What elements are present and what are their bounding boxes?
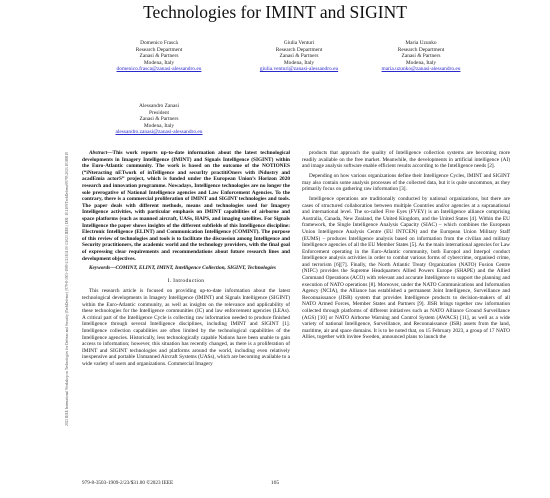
abstract-label: Abstract bbox=[89, 150, 108, 156]
author-dept: Research Department bbox=[397, 46, 445, 53]
author-city: Modena, Italy bbox=[283, 59, 315, 66]
author-dept: President bbox=[148, 109, 170, 116]
side-strip-text: 2023 IEEE International Workshop on Technologies for Defense and Security (TechDefense) | 979-8-3503-1909-2/23/$31.00 ©2023 IEEE | DOI: 10.1109/TechDefense59795.2023.10380819 bbox=[65, 152, 69, 426]
left-column bbox=[82, 150, 290, 475]
abstract-text: —This work reports up-to-date information about the latest technological developments in Imagery Intelligence (IMINT) and Signals Intelligence (SIGINT) within the Euro-Atlantic community. The work is based on the outcome of the NOTIONES (“iNteracting nETwork of inTelligence and securIty practitiOners with iNdustry and acadEmia actorS” project, which is funded under the European Union’s Horizon 2020 research and innovation programme. Nowadays, Intelligence technologies are no longer the sole prerogative of National Intelligence agencies and Law Enforcement Agencies. To the contrary, there is a commercial proliferation of IMINT and SIGINT technologies and tools. The paper deals with different methods, means and technologies used for Imagery Intelligence activities, with particular emphasis on IMINT capabilities of airborne and space platforms (such as manned aircraft, UASs, HAPS, and imaging satellites. For Signals Intelligence the paper shows insights of the different subfields of this Intelligence discipline: Electronic Intelligence (ELINT) and Communication Intelligence (COMINT). The purpose of this review of technologies and tools is to facilitate the discussion among Intelligence and Security practitioners, the academic world and the technology providers, with the final goal of expressing clear requirements and recommendations about future research lines and development objectives. bbox=[82, 150, 290, 262]
paper-title: Technologies for IMINT and SIGINT bbox=[143, 2, 407, 22]
author-dept: Research Department bbox=[275, 46, 323, 53]
author-org: Zanasi & Partners bbox=[401, 53, 441, 60]
footer-isbn: 979-8-3503-1909-2/23/$31.00 ©2023 IEEE bbox=[82, 480, 174, 486]
author-name: Domenico Frascà bbox=[140, 40, 178, 46]
keywords-label: Keywords bbox=[89, 265, 111, 272]
author-block bbox=[366, 40, 476, 73]
body-paragraph: This research article is focused on providing up-to-date information about the latest technological developments in Imagery Intelligence (IMINT) and Signals Intelligence (SIGINT) within the Euro-Atlantic community, as well as insights on the relevance and applicability of these technologies for the Intelligence communities (IC) and law enforcement agencies (LEAs). A critical part of the Intelligence Cycle is collecting raw information needed to produce finished Intelligence through several Intelligence disciplines, including IMINT and SIGINT [1]. Intelligence collection capabilities are often limited by the technological capabilities of the Intelligence agencies. Historically, less technologically capable Nations have been unable to gain access to information; however, this situation has recently changed, as there is a proliferation of IMINT and SIGINT technologies and platforms around the world, including even relatively inexpensive and portable Unmanned Aircraft Systems (UASs), which are becoming available to a wide variety of users and organizations. Commercial Imagery bbox=[82, 288, 290, 367]
author-name: Alessandro Zanasi bbox=[139, 103, 179, 109]
publication-side-strip bbox=[61, 46, 73, 426]
author-name: Maria Uzunko bbox=[405, 40, 437, 46]
author-city: Modena, Italy bbox=[405, 59, 437, 66]
body-paragraph: Intelligence operations are traditionally conducted by national organizations, but there are cases of structured collaboration between multiple Countries and/or agencies at a supranational and international level. The so-called Five Eyes (FVEY) is an Intelligence alliance comprising Australia, Canada, New Zealand, the United Kingdom, and the United States [4]. Within the EU framework, the Single Intelligence Analysis Capacity (SIAC) – which combines the European Union Intelligence Analysis Centre (EU INTCEN) and the European Union Military Staff (EUMS) – produces Intelligence analysis based on information from the civilian and military Intelligence agencies of all the EU Member States [5]. As the main international agencies for Law Enforcement operating in the Euro-Atlantic community, both Europol and Interpol conduct Intelligence analysis activities in order to combat various forms of cybercrime, organised crime, and terrorism [6][7]. Finally, the North Atlantic Treaty Organization (NATO) Fusion Centre (NIFC) provides the Supreme Headquarters Allied Powers Europe (SHAPE) and the Allied Command Operations (ACO) with relevant and accurate Intelligence to support the planning and execution of NATO operations [8]. Moreover, under the NATO Communications and Information Agency (NCIA), the Alliance has established a permanent Joint Intelligence, Surveillance and Reconnaissance (JISR) system that provides Intelligence products to decision-makers of all NATO Armed Forces, Member States and Partners [9]. JISR brings together raw information collected through platforms of different initiatives such as NATO Alliance Ground Surveillance (AGS) [10] or NATO Airborne Warning and Control System (AWACS) [11], as well as a wide variety of national Intelligence, Surveillance, and Reconnaissance (ISR) assets from the land, maritime, air and space domains. It is to be noted that, on 15 February 2023, a group of 17 NATO Allies, together with invitee Sweden, announced plans to launch the bbox=[302, 195, 510, 341]
author-org: Zanasi & Partners bbox=[139, 116, 179, 123]
author-email-link[interactable]: giulia.venturi@zanasi-alessandro.eu bbox=[259, 66, 339, 73]
author-city: Modena, Italy bbox=[143, 59, 175, 66]
author-name: Giulia Venturi bbox=[283, 40, 315, 46]
author-email-link[interactable]: maria.uzunko@zanasi-alessandro.eu bbox=[381, 66, 461, 73]
author-org: Zanasi & Partners bbox=[279, 53, 319, 60]
author-block bbox=[104, 103, 214, 136]
right-column bbox=[302, 150, 510, 475]
author-email-link[interactable]: alessandro.zanasi@zanasi-alessandro.eu bbox=[115, 129, 203, 136]
author-block bbox=[244, 40, 354, 73]
abstract bbox=[82, 150, 290, 262]
page-number: 165 bbox=[270, 480, 280, 486]
author-org: Zanasi & Partners bbox=[139, 53, 179, 60]
author-city: Modena, Italy bbox=[143, 122, 175, 129]
keywords bbox=[82, 265, 290, 272]
author-dept: Research Department bbox=[135, 46, 183, 53]
author-block bbox=[104, 40, 214, 73]
section-heading-introduction: I. Introduction bbox=[167, 277, 205, 284]
author-email-link[interactable]: domenico.frasca@zanasi-alessandro.eu bbox=[116, 66, 202, 73]
keywords-text: —COMINT, ELINT, IMINT, Intelligence Collection, SIGINT, Technologies bbox=[110, 265, 276, 272]
body-paragraph: Depending on how various organizations define their Intelligence Cycles, IMINT and SIGINT may also contain some analysis processes of the collected data, but it is quite uncommon, as they primarily focus on gathering raw information [3]. bbox=[302, 172, 510, 193]
body-paragraph: products that approach the quality of Intelligence collection systems are becoming more readily available on the free market. Meanwhile, the developments in artificial intelligence (AI) and image analysis software enable efficient results according to the Intelligence needs [2]. bbox=[302, 150, 510, 170]
